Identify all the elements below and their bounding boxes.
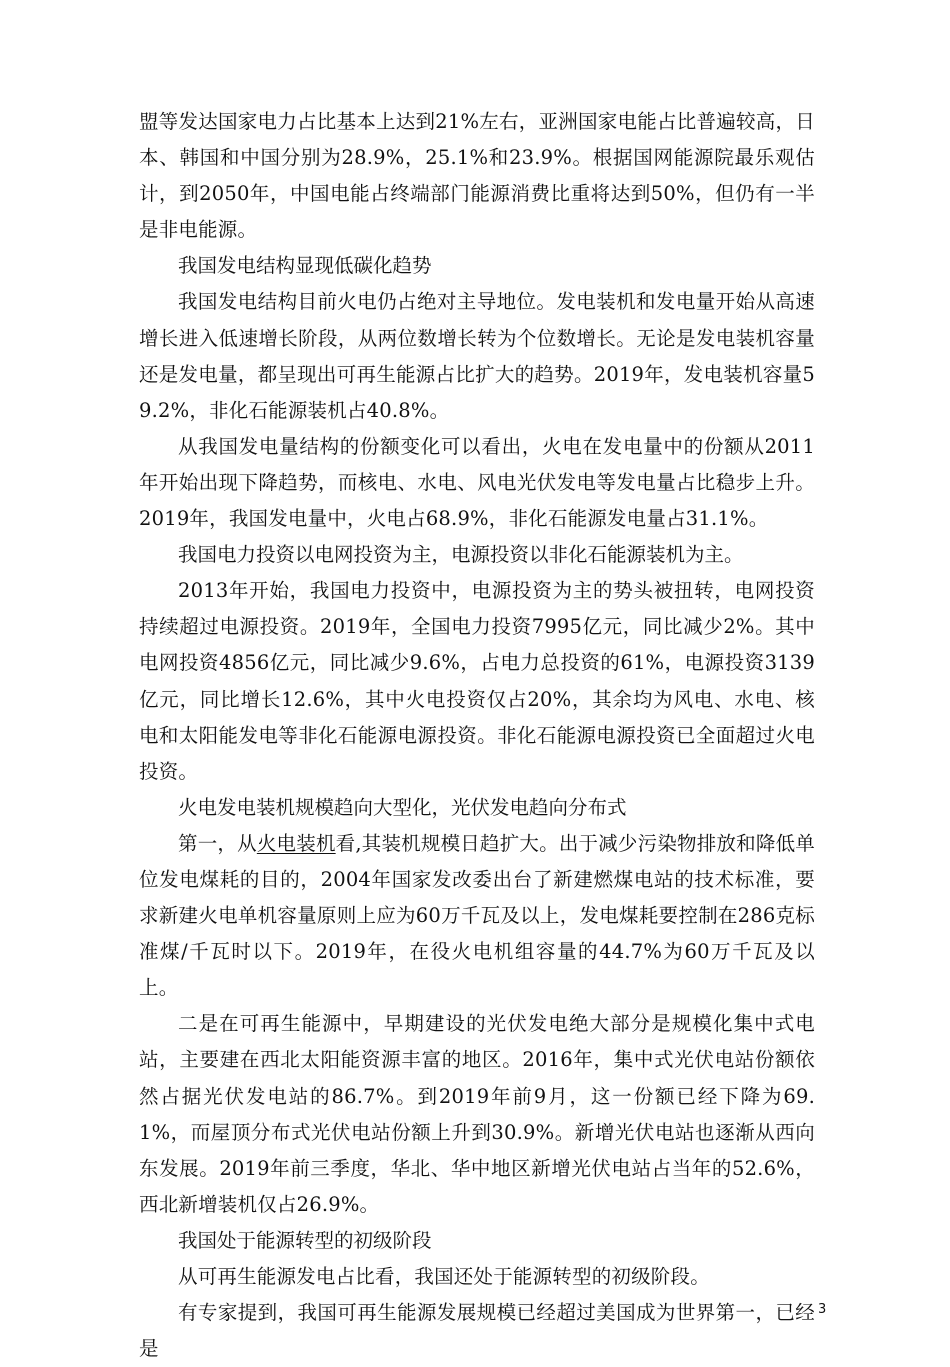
page-number: 3 — [818, 1302, 827, 1317]
paragraph-investment-details: 2013年开始，我国电力投资中，电源投资为主的势头被扭转，电网投资持续超过电源投资。2019年，全国电力投资7995亿元，同比减少2%。其中电网投资4856亿元，同比减少9.6%，占电力总投资的61%，电源投资3139亿元，同比增长12.6%，其中火电投资仅占20%，其余均为风电、水电、核电和太阳能发电等非化石能源电源投资。非化石能源电源投资已全面超过火电投资。 — [139, 579, 815, 783]
document-body — [139, 104, 815, 1367]
paragraph-expert-comment: 有专家提到，我国可再生能源发展规模已经超过美国成为世界第一，已经是 — [139, 1301, 815, 1361]
paragraph-thermal-units-lead: 第一，从 — [178, 831, 257, 855]
section-heading-energy-transition: 我国处于能源转型的初级阶段 — [178, 1228, 432, 1252]
paragraph-thermal-units-rest: 看,其装机规模日趋扩大。出于减少污染物排放和降低单位发电煤耗的目的，2004年国家发改委出台了新建燃煤电站的技术标准，要求新建火电单机容量原则上应为60万千瓦及以上，发电煤耗要控制在286克标准煤/千瓦时以下。2019年，在役火电机组容量的44.7%为60万千瓦及以上。 — [139, 831, 815, 1000]
paragraph-continuation: 盟等发达国家电力占比基本上达到21%左右，亚洲国家电能占比普遍较高，日本、韩国和中国分别为28.9%，25.1%和23.9%。根据国网能源院最乐观估计，到2050年，中国电能占终端部门能源消费比重将达到50%，但仍有一半是非电能源。 — [139, 110, 815, 242]
section-heading-power-investment: 我国电力投资以电网投资为主，电源投资以非化石能源装机为主。 — [178, 543, 744, 567]
section-heading-low-carbon-trend: 我国发电结构显现低碳化趋势 — [178, 254, 432, 278]
paragraph-solar-distribution: 二是在可再生能源中，早期建设的光伏发电绝大部分是规模化集中式电站，主要建在西北太阳能资源丰富的地区。2016年，集中式光伏电站份额依然占据光伏发电站的86.7%。到2019年前9月，这一份额已经下降为69.1%，而屋顶分布式光伏电站份额上升到30.9%。新增光伏电站也逐渐从西向东发展。2019年前三季度，华北、华中地区新增光伏电站占当年的52.6%，西北新增装机仅占26.9%。 — [139, 1012, 815, 1216]
paragraph-generation-share: 从我国发电量结构的份额变化可以看出，火电在发电量中的份额从2011年开始出现下降趋势，而核电、水电、风电光伏发电等发电量占比稳步上升。2019年，我国发电量中，火电占68.9%，非化石能源发电量占31.1%。 — [139, 434, 815, 531]
thermal-power-link[interactable]: 火电装机 — [256, 831, 336, 855]
paragraph-generation-structure: 我国发电结构目前火电仍占绝对主导地位。发电装机和发电量开始从高速增长进入低速增长阶段，从两位数增长转为个位数增长。无论是发电装机容量还是发电量，都呈现出可再生能源占比扩大的趋势。2019年，发电装机容量59.2%，非化石能源装机占40.8%。 — [139, 290, 815, 422]
paragraph-thermal-units — [139, 826, 815, 1006]
section-heading-thermal-scale: 火电发电装机规模趋向大型化，光伏发电趋向分布式 — [178, 795, 627, 819]
paragraph-renewable-share: 从可再生能源发电占比看，我国还处于能源转型的初级阶段。 — [178, 1265, 710, 1288]
